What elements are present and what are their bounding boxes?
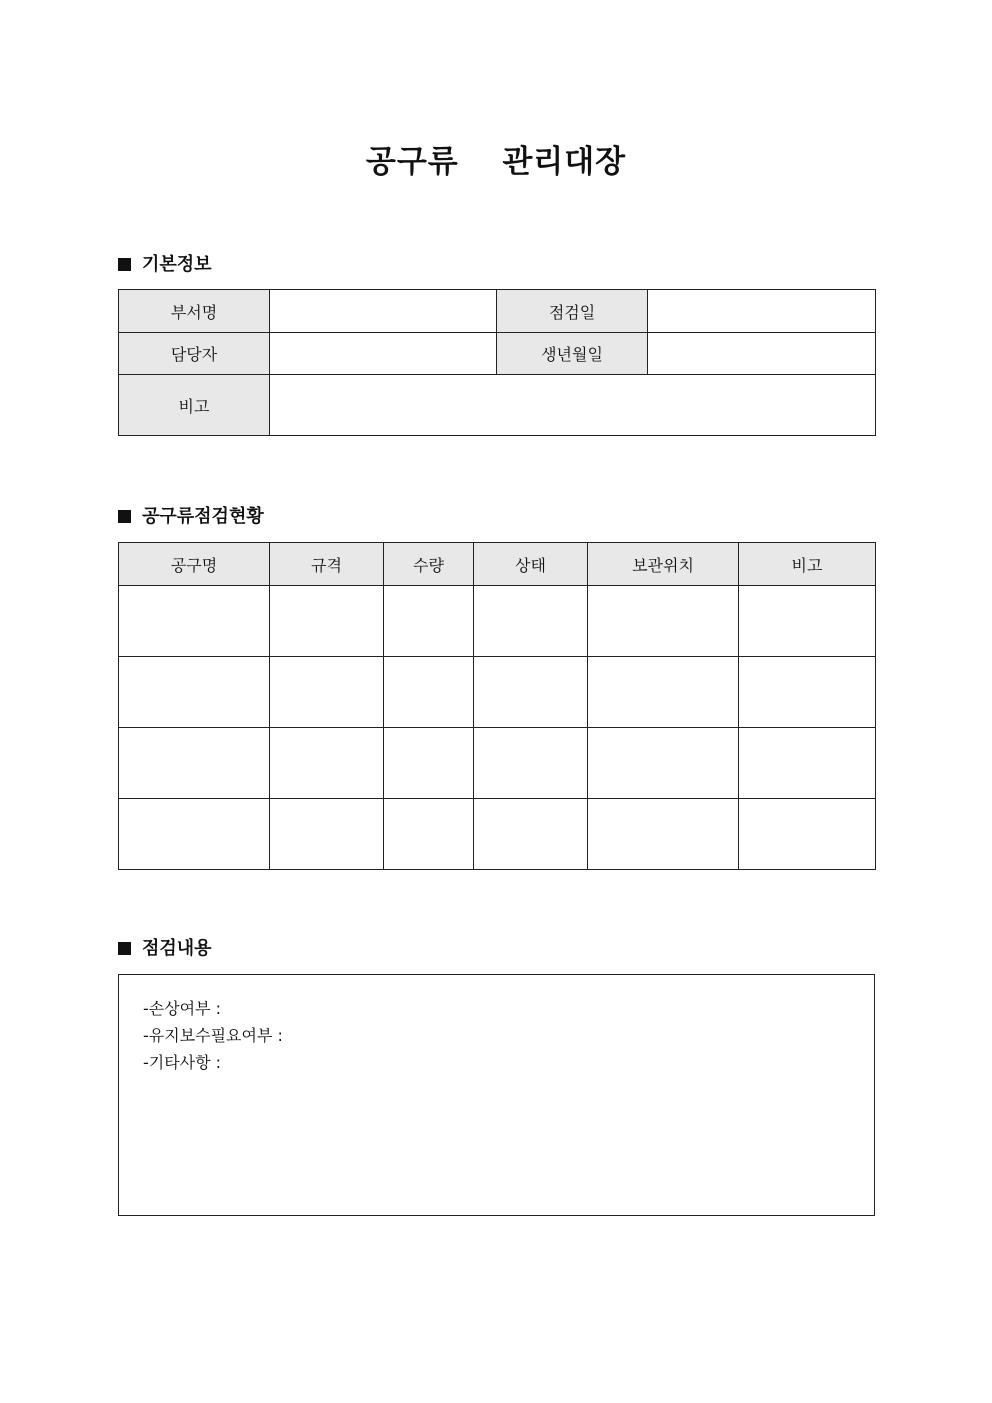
table-cell[interactable] [474, 799, 588, 870]
table-cell[interactable] [119, 728, 270, 799]
table-cell[interactable] [384, 728, 474, 799]
section-title-inspection-details [118, 938, 212, 960]
other-notes-line: -기타사항 : [143, 1053, 222, 1072]
table-cell[interactable] [384, 799, 474, 870]
table-row [119, 333, 876, 375]
table-row [119, 586, 876, 657]
table-cell[interactable] [474, 586, 588, 657]
damage-status-line: -손상여부 : [143, 999, 222, 1018]
manager-field[interactable] [270, 333, 497, 375]
table-cell[interactable] [474, 728, 588, 799]
column-header-storage-location: 보관위치 [588, 543, 739, 586]
square-bullet-icon [118, 510, 131, 523]
table-cell[interactable] [119, 657, 270, 728]
section-title-text: 기본정보 [142, 254, 212, 275]
manager-label: 담당자 [119, 333, 270, 375]
section-title-text: 점검내용 [142, 938, 212, 959]
table-cell[interactable] [119, 586, 270, 657]
column-header-tool-name: 공구명 [119, 543, 270, 586]
table-cell[interactable] [270, 799, 384, 870]
table-cell[interactable] [119, 799, 270, 870]
column-header-spec: 규격 [270, 543, 384, 586]
table-cell[interactable] [588, 657, 739, 728]
remarks-label: 비고 [119, 375, 270, 436]
column-header-quantity: 수량 [384, 543, 474, 586]
table-cell[interactable] [270, 728, 384, 799]
table-cell[interactable] [739, 657, 876, 728]
table-row [119, 657, 876, 728]
basic-info-table [118, 289, 876, 436]
table-cell[interactable] [384, 657, 474, 728]
square-bullet-icon [118, 258, 131, 271]
birth-date-field[interactable] [648, 333, 876, 375]
table-cell[interactable] [739, 799, 876, 870]
table-cell[interactable] [270, 586, 384, 657]
remarks-field[interactable] [270, 375, 876, 436]
table-cell[interactable] [739, 586, 876, 657]
table-row [119, 375, 876, 436]
table-cell[interactable] [588, 586, 739, 657]
maintenance-needed-line: -유지보수필요여부 : [143, 1026, 283, 1045]
square-bullet-icon [118, 942, 131, 955]
inspection-details-box[interactable] [118, 974, 875, 1216]
section-title-inspection-status [118, 506, 264, 528]
table-cell[interactable] [474, 657, 588, 728]
department-field[interactable] [270, 290, 497, 333]
column-header-remarks: 비고 [739, 543, 876, 586]
inspection-status-table [118, 542, 876, 870]
inspection-date-field[interactable] [648, 290, 876, 333]
table-cell[interactable] [588, 728, 739, 799]
column-header-condition: 상태 [474, 543, 588, 586]
table-cell[interactable] [739, 728, 876, 799]
section-title-text: 공구류점검현황 [142, 506, 264, 527]
section-title-basic-info [118, 254, 212, 276]
inspection-date-label: 점검일 [497, 290, 648, 333]
table-cell[interactable] [588, 799, 739, 870]
table-cell[interactable] [270, 657, 384, 728]
table-header-row [119, 543, 876, 586]
table-row [119, 799, 876, 870]
table-cell[interactable] [384, 586, 474, 657]
table-row [119, 728, 876, 799]
table-row [119, 290, 876, 333]
document-title: 공구류 관리대장 [365, 144, 627, 180]
birth-date-label: 생년월일 [497, 333, 648, 375]
department-label: 부서명 [119, 290, 270, 333]
